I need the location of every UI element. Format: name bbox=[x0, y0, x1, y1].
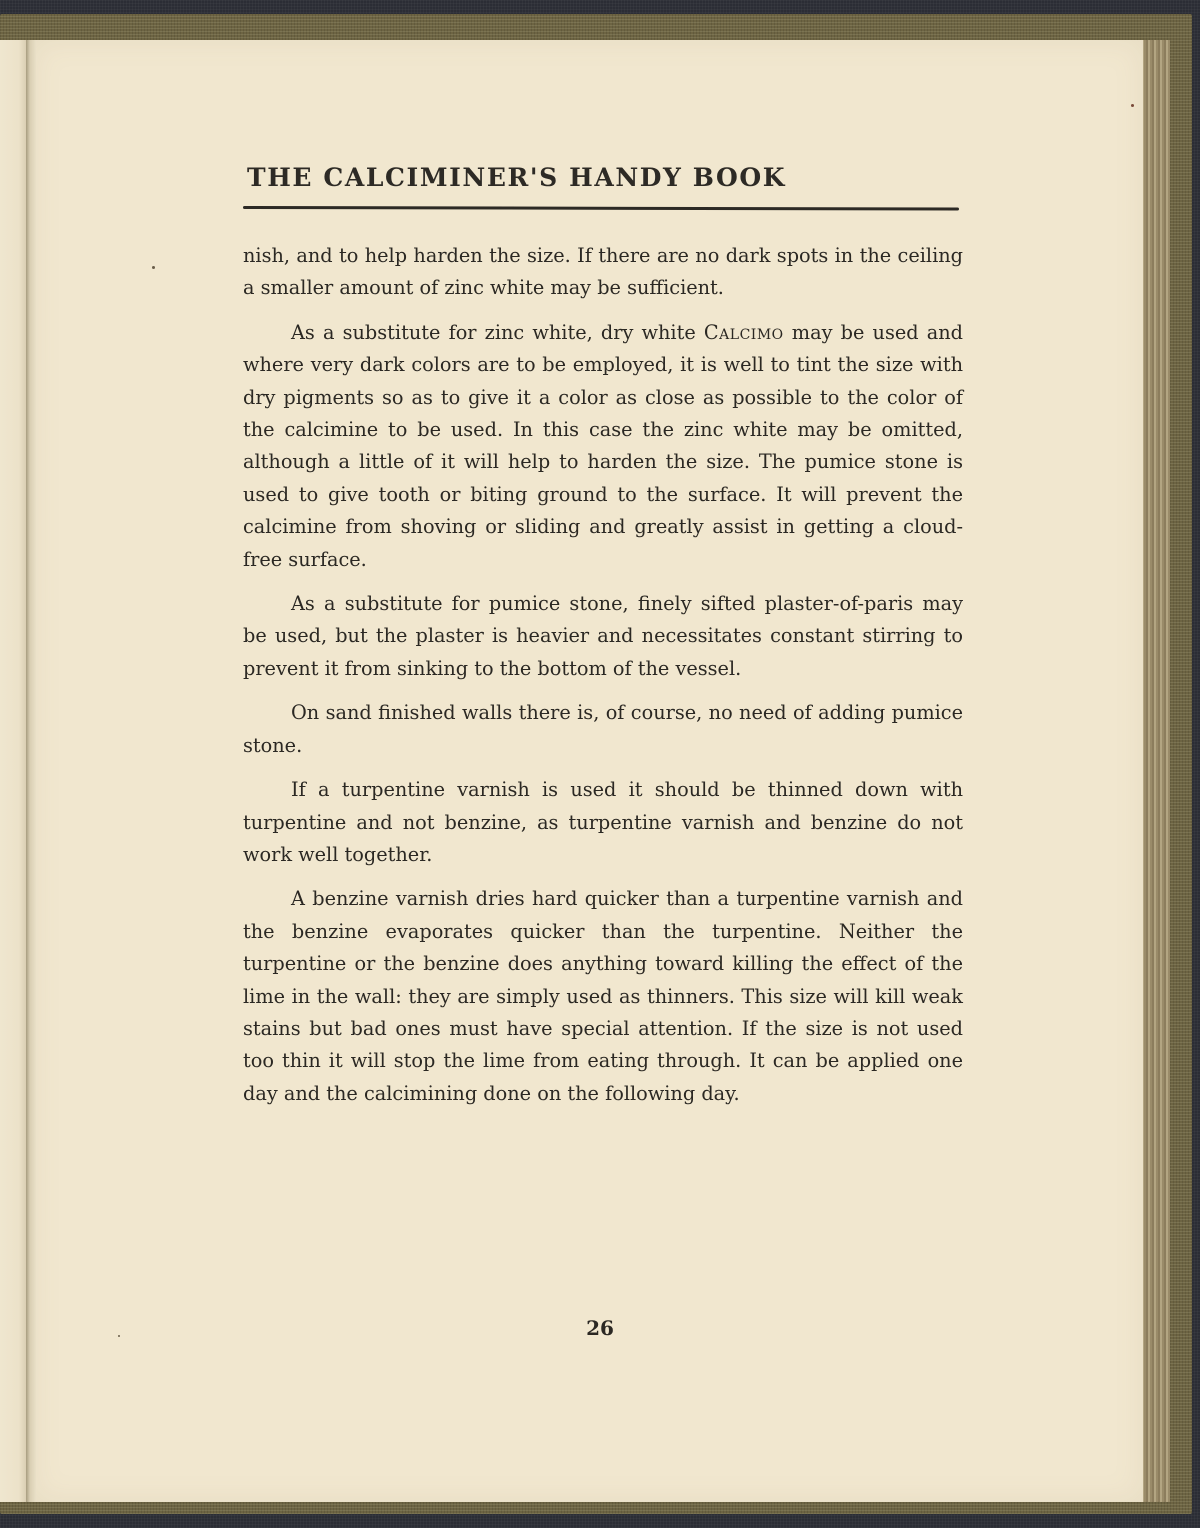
page-number: 26 bbox=[586, 1316, 614, 1340]
calcimo-brand-name: Calcimo bbox=[703, 320, 784, 344]
body-text bbox=[243, 240, 963, 1122]
paragraph-4 bbox=[243, 697, 963, 762]
paragraph-2-text-b: may be used and where very dark colors are to be employed, it is well to tint the size with dry pigments so as to give it a color as close as possible to the color of the calcimine to be used. In this case the zinc white may be omitted, although a little of it will help to harden the size. The pumice stone is used to give tooth or biting ground to the surface. It will prevent the calcimine from shoving or sliding and greatly assist in getting a cloud-free surface. bbox=[243, 320, 964, 571]
paragraph-5-text: If a turpentine varnish is used it should be thinned down with turpentine and not benzine, as turpentine varnish and benzine do not work well together. bbox=[243, 778, 963, 866]
paragraph-1-text: nish, and to help harden the size. If there are no dark spots in the ceiling a smaller amount of zinc white may be sufficient. bbox=[243, 244, 963, 300]
running-head: THE CALCIMINER'S HANDY BOOK bbox=[247, 163, 787, 192]
paper-speck bbox=[152, 266, 155, 269]
paragraph-3-text: As a substitute for pumice stone, finely sifted plaster-of-paris may be used, but the plaster is heavier and necessitates constant stirring to prevent it from sinking to the bottom of the vessel. bbox=[243, 592, 963, 680]
left-facing-page-edge bbox=[0, 40, 27, 1502]
paragraph-4-text: On sand finished walls there is, of course, no need of adding pumice stone. bbox=[243, 701, 963, 757]
page-fore-edge bbox=[1140, 40, 1170, 1502]
paragraph-2 bbox=[243, 317, 963, 576]
paper-speck bbox=[1131, 104, 1134, 107]
paragraph-5 bbox=[243, 774, 963, 871]
paragraph-2-text-a: As a substitute for zinc white, dry white bbox=[291, 320, 704, 344]
paragraph-6-text: A benzine varnish dries hard quicker than a turpentine varnish and the benzine evaporates quicker than the turpentine. Neither the turpentine or the benzine does anything toward killing the effect of the lime in the wall: they are simply used as thinners. This size will kill weak stains but bad ones must have special attention. If the size is not used too thin it will stop the lime from eating through. It can be applied one day and the calcimining done on the following day. bbox=[243, 887, 963, 1105]
paragraph-6 bbox=[243, 883, 963, 1110]
paper-speck bbox=[118, 1335, 120, 1337]
paragraph-1 bbox=[243, 240, 963, 305]
paragraph-3 bbox=[243, 588, 963, 685]
page-gutter bbox=[26, 40, 36, 1502]
